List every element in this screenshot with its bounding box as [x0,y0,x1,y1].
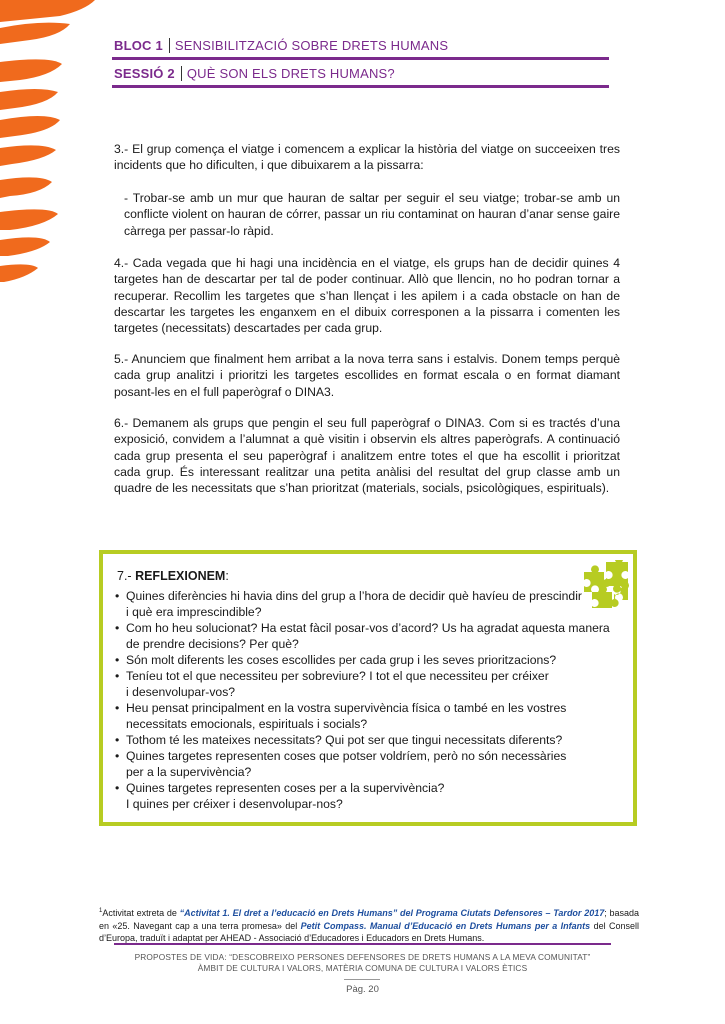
footnote-text: del Consell d’Europa, traduït i adaptat per AHEAD - Associació d’Educadores i Educadors en Drets Humans. [99,920,639,943]
list-item [115,620,615,652]
list-item [115,700,615,732]
header-divider [181,66,182,81]
bullet: • [115,733,120,747]
step-4-paragraph [114,255,620,336]
page-number-rule [344,979,380,980]
bullet: • [115,669,120,683]
paragraph-text: 6.- Demanem als grups que pengin el seu full paperògraf o DINA3. Com si es tractés d’una exposició, convidem a l’alumnat a què visitin i observin els altres paperògrafs. A continuació cada grup presenta el seu paperògraf i analitzem entre totes el que ha escollit i prioritzat cada grup. És interessant realitzar una petita anàlisi del resultat del grup classe amb un quadre de les necessitats que s’han prioritzat (materials, socials, psicològiques, espirituals). [114,416,620,496]
reflection-box [99,550,637,826]
question-line: Tothom té les mateixes necessitats? Qui pot ser que tingui necessitats diferents? [126,733,563,747]
question-line: Teníeu tot el que necessiteu per sobreviure? I tot el que necessiteu per créixer [126,669,549,683]
list-item [115,780,615,812]
footnote-text: Activitat extreta de [102,908,180,918]
page-footer [99,952,626,974]
page-number: Pàg. 20 [346,984,379,995]
session-label: SESSIÓ 2 [114,66,175,81]
list-item [115,732,615,748]
reflection-title [117,569,229,583]
list-item [115,652,615,668]
step-3-paragraph [114,141,620,174]
question-line: Són molt diferents les coses escollides per cada grup i les seves prioritzacions? [126,653,557,667]
step-5-paragraph [114,351,620,400]
question-line: I quines per créixer i desenvolupar-nos? [126,797,343,811]
question-line: Com ho heu solucionat? Ha estat fàcil posar-vos d’acord? Us ha agradat aquesta manera [126,621,610,635]
question-line: Quines diferències hi havia dins del grup a l’hora de decidir què havíeu de prescindir [126,589,582,603]
footnote-link-compass[interactable]: Petit Compass. Manual d’Educació en Drets Humans per a Infants [300,920,591,931]
paragraph-text: 3.- El grup comença el viatge i comencem a explicar la història del viatge on succeeixen tres incidents que ho dificulten, i que dibuixarem a la pissarra: [114,142,620,173]
question-line: i què era imprescindible? [126,605,262,619]
header-divider [169,38,170,53]
question-line: per a la supervivència? [126,765,252,779]
step-6-paragraph [114,415,620,496]
footnote-marker: 1 [99,908,103,914]
footnote-text: ; basada en «25. Navegant cap a una terra promesa» del [99,908,639,931]
session-header [114,66,395,81]
question-line: necessitats emocionals, espirituals i socials? [126,717,368,731]
reflection-list [115,588,615,812]
bullet: • [115,701,120,715]
bullet: • [115,589,120,603]
question-line: i desenvolupar-vos? [126,685,236,699]
orange-brush-decoration [0,0,110,300]
paragraph-text: 4.- Cada vegada que hi hagi una incidència en el viatge, els grups han de decidir quines 4 targetes han de descartar per tal de poder continuar. Allò que llencin, no ho podran tornar a recuperar. Recollim les targetes que s’han llençat i les apilem i a cada obstacle on han de descartar les targetes les enganxem en el dibuix corresponen a la pissarra i comenten les targetes (necessitats) descartades per cada grup. [114,256,620,336]
bloc-label: BLOC 1 [114,38,163,53]
reflection-heading: REFLEXIONEM [135,569,226,583]
list-item [115,668,615,700]
reflection-number: 7.- [117,569,136,583]
footnote-link-activity[interactable]: “Activitat 1. El dret a l’educació en Drets Humans” del Programa Ciutats Defensores – Tardor 2017 [179,908,605,918]
bloc-title: SENSIBILITZACIÓ SOBRE DRETS HUMANS [174,38,449,53]
paragraph-text: - Trobar-se amb un mur que hauran de saltar per seguir el seu viatge; trobar-se amb un conflicte violent on hauran de córrer, passar un riu contaminat on hauran d’anar sense gaire càrrega per passar-lo ràpid. [124,191,620,238]
list-item [115,588,615,620]
question-line: Quines targetes representen coses per a la supervivència? [126,781,445,795]
footer-line-2: ÀMBIT DE CULTURA I VALORS, MATÈRIA COMUNA DE CULTURA I VALORS ÈTICS [197,963,528,973]
footnote [99,905,639,945]
paragraph-text: 5.- Anunciem que finalment hem arribat a la nova terra sans i estalvis. Donem temps perquè cada grup analitzi i prioritzi les targetes escollides en format escala o en format diamant posant-les en el full paperògraf o DINA3. [114,352,620,399]
list-item [115,748,615,780]
header-rule [112,85,609,88]
question-line: de prendre decisions? Per què? [126,637,299,651]
bullet: • [115,621,120,635]
bloc-header [114,38,448,53]
bullet: • [115,781,120,795]
step-3-incidents [124,190,620,239]
footer-line-1: PROPOSTES DE VIDA: “DESCOBREIXO PERSONES DEFENSORES DE DRETS HUMANS A LA MEVA COMUNITAT” [134,952,591,962]
question-line: Heu pensat principalment en la vostra supervivència física o també en les vostres [126,701,567,715]
bullet: • [115,749,120,763]
session-title: QUÈ SON ELS DRETS HUMANS? [186,66,395,81]
bullet: • [115,653,120,667]
header-rule [112,57,609,60]
reflection-colon: : [225,569,229,583]
footer-rule [114,943,611,945]
question-line: Quines targetes representen coses que potser voldríem, però no són necessàries [126,749,567,763]
